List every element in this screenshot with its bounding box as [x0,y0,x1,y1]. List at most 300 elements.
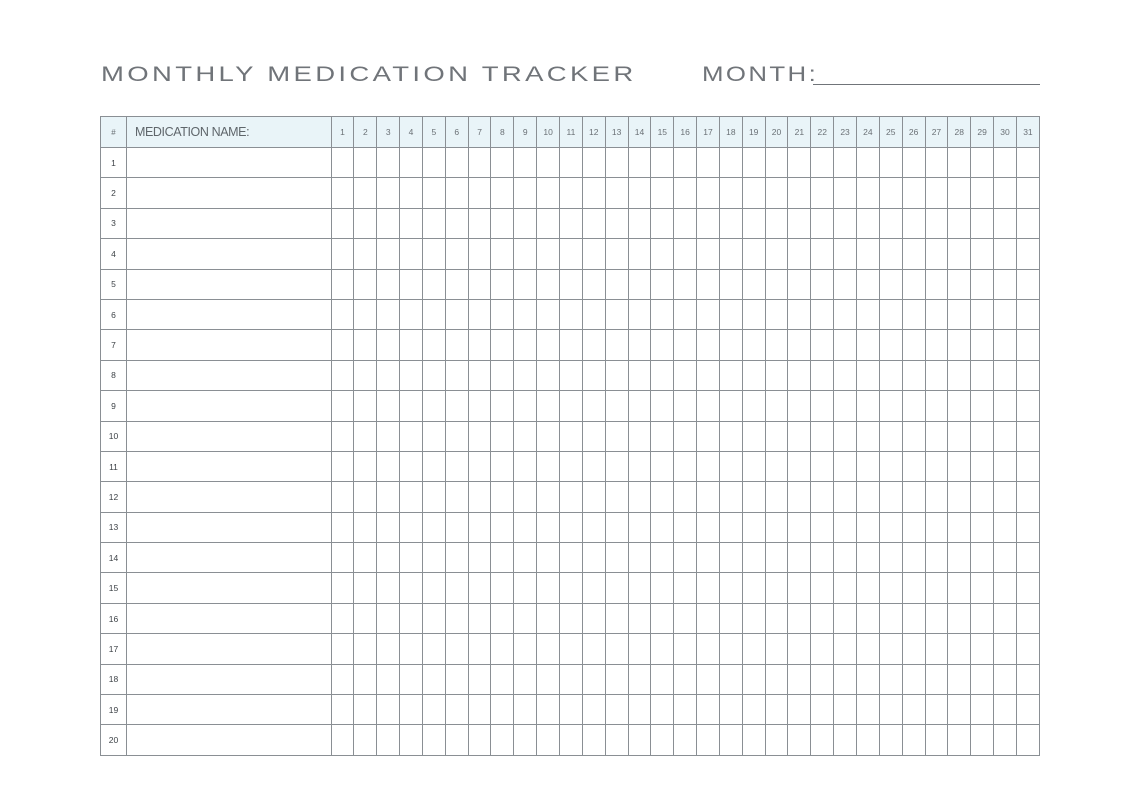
day-check-cell[interactable] [354,421,377,451]
day-check-cell[interactable] [468,239,491,269]
day-check-cell[interactable] [834,299,857,329]
day-check-cell[interactable] [902,482,925,512]
day-check-cell[interactable] [445,330,468,360]
day-check-cell[interactable] [856,330,879,360]
day-check-cell[interactable] [697,330,720,360]
day-check-cell[interactable] [628,178,651,208]
day-check-cell[interactable] [514,482,537,512]
day-check-cell[interactable] [879,178,902,208]
day-check-cell[interactable] [674,482,697,512]
day-check-cell[interactable] [331,664,354,694]
day-check-cell[interactable] [628,603,651,633]
day-check-cell[interactable] [354,208,377,238]
day-check-cell[interactable] [468,512,491,542]
day-check-cell[interactable] [879,573,902,603]
day-check-cell[interactable] [582,299,605,329]
day-check-cell[interactable] [948,512,971,542]
day-check-cell[interactable] [948,208,971,238]
day-check-cell[interactable] [491,391,514,421]
day-check-cell[interactable] [445,603,468,633]
medication-name-cell[interactable] [126,634,331,664]
day-check-cell[interactable] [354,634,377,664]
day-check-cell[interactable] [514,695,537,725]
day-check-cell[interactable] [514,725,537,755]
day-check-cell[interactable] [422,603,445,633]
day-check-cell[interactable] [560,239,583,269]
day-check-cell[interactable] [331,634,354,664]
day-check-cell[interactable] [560,664,583,694]
day-check-cell[interactable] [651,299,674,329]
day-check-cell[interactable] [514,573,537,603]
day-check-cell[interactable] [902,239,925,269]
day-check-cell[interactable] [925,451,948,481]
day-check-cell[interactable] [605,512,628,542]
day-check-cell[interactable] [400,239,423,269]
day-check-cell[interactable] [537,208,560,238]
day-check-cell[interactable] [856,725,879,755]
day-check-cell[interactable] [902,178,925,208]
day-check-cell[interactable] [377,695,400,725]
day-check-cell[interactable] [377,543,400,573]
day-check-cell[interactable] [651,725,674,755]
day-check-cell[interactable] [468,603,491,633]
day-check-cell[interactable] [834,664,857,694]
day-check-cell[interactable] [582,269,605,299]
day-check-cell[interactable] [514,634,537,664]
day-check-cell[interactable] [994,573,1017,603]
day-check-cell[interactable] [377,360,400,390]
day-check-cell[interactable] [377,603,400,633]
day-check-cell[interactable] [605,178,628,208]
day-check-cell[interactable] [719,664,742,694]
day-check-cell[interactable] [674,512,697,542]
day-check-cell[interactable] [468,208,491,238]
day-check-cell[interactable] [377,330,400,360]
day-check-cell[interactable] [628,695,651,725]
day-check-cell[interactable] [948,573,971,603]
day-check-cell[interactable] [719,512,742,542]
day-check-cell[interactable] [925,603,948,633]
day-check-cell[interactable] [445,664,468,694]
day-check-cell[interactable] [651,451,674,481]
day-check-cell[interactable] [788,634,811,664]
day-check-cell[interactable] [697,512,720,542]
day-check-cell[interactable] [491,239,514,269]
day-check-cell[interactable] [879,208,902,238]
day-check-cell[interactable] [354,512,377,542]
day-check-cell[interactable] [788,148,811,178]
day-check-cell[interactable] [834,695,857,725]
day-check-cell[interactable] [674,695,697,725]
day-check-cell[interactable] [765,208,788,238]
day-check-cell[interactable] [651,239,674,269]
day-check-cell[interactable] [971,543,994,573]
day-check-cell[interactable] [514,178,537,208]
day-check-cell[interactable] [582,451,605,481]
day-check-cell[interactable] [925,391,948,421]
day-check-cell[interactable] [468,664,491,694]
day-check-cell[interactable] [811,664,834,694]
day-check-cell[interactable] [788,178,811,208]
day-check-cell[interactable] [331,573,354,603]
day-check-cell[interactable] [1016,360,1039,390]
day-check-cell[interactable] [651,482,674,512]
day-check-cell[interactable] [422,208,445,238]
day-check-cell[interactable] [514,148,537,178]
day-check-cell[interactable] [674,603,697,633]
day-check-cell[interactable] [651,634,674,664]
day-check-cell[interactable] [742,269,765,299]
day-check-cell[interactable] [491,482,514,512]
day-check-cell[interactable] [788,330,811,360]
day-check-cell[interactable] [765,391,788,421]
day-check-cell[interactable] [651,178,674,208]
medication-name-cell[interactable] [126,573,331,603]
day-check-cell[interactable] [834,421,857,451]
day-check-cell[interactable] [811,360,834,390]
day-check-cell[interactable] [697,299,720,329]
month-blank-line[interactable] [813,84,1040,85]
day-check-cell[interactable] [468,451,491,481]
day-check-cell[interactable] [948,664,971,694]
day-check-cell[interactable] [628,482,651,512]
day-check-cell[interactable] [742,543,765,573]
day-check-cell[interactable] [971,148,994,178]
day-check-cell[interactable] [994,725,1017,755]
day-check-cell[interactable] [422,178,445,208]
day-check-cell[interactable] [651,573,674,603]
day-check-cell[interactable] [994,634,1017,664]
day-check-cell[interactable] [811,451,834,481]
day-check-cell[interactable] [377,299,400,329]
day-check-cell[interactable] [537,573,560,603]
day-check-cell[interactable] [856,391,879,421]
medication-name-cell[interactable] [126,330,331,360]
day-check-cell[interactable] [719,178,742,208]
day-check-cell[interactable] [605,725,628,755]
day-check-cell[interactable] [651,543,674,573]
day-check-cell[interactable] [948,634,971,664]
day-check-cell[interactable] [674,391,697,421]
day-check-cell[interactable] [354,664,377,694]
day-check-cell[interactable] [628,451,651,481]
day-check-cell[interactable] [742,239,765,269]
day-check-cell[interactable] [925,239,948,269]
day-check-cell[interactable] [788,391,811,421]
day-check-cell[interactable] [605,695,628,725]
medication-name-cell[interactable] [126,391,331,421]
day-check-cell[interactable] [697,451,720,481]
day-check-cell[interactable] [879,421,902,451]
day-check-cell[interactable] [925,664,948,694]
day-check-cell[interactable] [788,482,811,512]
day-check-cell[interactable] [354,330,377,360]
day-check-cell[interactable] [1016,269,1039,299]
medication-name-cell[interactable] [126,299,331,329]
day-check-cell[interactable] [377,664,400,694]
day-check-cell[interactable] [1016,543,1039,573]
day-check-cell[interactable] [879,512,902,542]
day-check-cell[interactable] [856,178,879,208]
day-check-cell[interactable] [948,178,971,208]
day-check-cell[interactable] [537,725,560,755]
day-check-cell[interactable] [925,543,948,573]
day-check-cell[interactable] [697,664,720,694]
day-check-cell[interactable] [628,299,651,329]
day-check-cell[interactable] [742,360,765,390]
day-check-cell[interactable] [422,239,445,269]
day-check-cell[interactable] [697,269,720,299]
day-check-cell[interactable] [994,239,1017,269]
day-check-cell[interactable] [1016,482,1039,512]
day-check-cell[interactable] [674,421,697,451]
day-check-cell[interactable] [719,482,742,512]
day-check-cell[interactable] [377,391,400,421]
day-check-cell[interactable] [537,299,560,329]
day-check-cell[interactable] [400,451,423,481]
day-check-cell[interactable] [879,543,902,573]
day-check-cell[interactable] [1016,664,1039,694]
day-check-cell[interactable] [537,360,560,390]
day-check-cell[interactable] [377,269,400,299]
day-check-cell[interactable] [674,330,697,360]
day-check-cell[interactable] [422,451,445,481]
day-check-cell[interactable] [742,664,765,694]
day-check-cell[interactable] [697,178,720,208]
day-check-cell[interactable] [879,360,902,390]
day-check-cell[interactable] [651,360,674,390]
day-check-cell[interactable] [902,543,925,573]
day-check-cell[interactable] [400,269,423,299]
day-check-cell[interactable] [331,178,354,208]
day-check-cell[interactable] [605,269,628,299]
day-check-cell[interactable] [377,634,400,664]
day-check-cell[interactable] [651,512,674,542]
day-check-cell[interactable] [628,664,651,694]
day-check-cell[interactable] [834,178,857,208]
day-check-cell[interactable] [445,178,468,208]
day-check-cell[interactable] [605,603,628,633]
day-check-cell[interactable] [697,573,720,603]
day-check-cell[interactable] [971,695,994,725]
day-check-cell[interactable] [811,725,834,755]
day-check-cell[interactable] [605,543,628,573]
day-check-cell[interactable] [468,725,491,755]
day-check-cell[interactable] [651,664,674,694]
day-check-cell[interactable] [400,148,423,178]
day-check-cell[interactable] [697,543,720,573]
day-check-cell[interactable] [856,239,879,269]
day-check-cell[interactable] [422,421,445,451]
day-check-cell[interactable] [811,603,834,633]
day-check-cell[interactable] [994,360,1017,390]
day-check-cell[interactable] [719,391,742,421]
day-check-cell[interactable] [856,208,879,238]
day-check-cell[interactable] [560,725,583,755]
day-check-cell[interactable] [856,269,879,299]
day-check-cell[interactable] [811,512,834,542]
day-check-cell[interactable] [902,573,925,603]
day-check-cell[interactable] [560,695,583,725]
day-check-cell[interactable] [377,512,400,542]
day-check-cell[interactable] [537,634,560,664]
day-check-cell[interactable] [468,482,491,512]
day-check-cell[interactable] [674,208,697,238]
day-check-cell[interactable] [994,299,1017,329]
day-check-cell[interactable] [514,451,537,481]
day-check-cell[interactable] [971,330,994,360]
day-check-cell[interactable] [491,178,514,208]
day-check-cell[interactable] [651,695,674,725]
day-check-cell[interactable] [879,634,902,664]
day-check-cell[interactable] [902,208,925,238]
medication-name-cell[interactable] [126,208,331,238]
day-check-cell[interactable] [834,269,857,299]
day-check-cell[interactable] [948,451,971,481]
day-check-cell[interactable] [445,148,468,178]
medication-name-cell[interactable] [126,269,331,299]
day-check-cell[interactable] [674,543,697,573]
day-check-cell[interactable] [994,269,1017,299]
day-check-cell[interactable] [582,603,605,633]
day-check-cell[interactable] [788,299,811,329]
day-check-cell[interactable] [788,603,811,633]
day-check-cell[interactable] [925,178,948,208]
day-check-cell[interactable] [925,482,948,512]
day-check-cell[interactable] [651,603,674,633]
day-check-cell[interactable] [834,634,857,664]
medication-name-cell[interactable] [126,482,331,512]
day-check-cell[interactable] [719,603,742,633]
day-check-cell[interactable] [491,360,514,390]
day-check-cell[interactable] [834,482,857,512]
day-check-cell[interactable] [719,634,742,664]
day-check-cell[interactable] [514,664,537,694]
day-check-cell[interactable] [560,512,583,542]
medication-name-cell[interactable] [126,695,331,725]
day-check-cell[interactable] [674,725,697,755]
day-check-cell[interactable] [742,451,765,481]
medication-name-cell[interactable] [126,451,331,481]
day-check-cell[interactable] [537,148,560,178]
day-check-cell[interactable] [856,148,879,178]
day-check-cell[interactable] [537,239,560,269]
day-check-cell[interactable] [560,299,583,329]
day-check-cell[interactable] [994,543,1017,573]
day-check-cell[interactable] [422,543,445,573]
day-check-cell[interactable] [605,664,628,694]
day-check-cell[interactable] [331,603,354,633]
day-check-cell[interactable] [925,634,948,664]
day-check-cell[interactable] [811,695,834,725]
day-check-cell[interactable] [354,725,377,755]
day-check-cell[interactable] [834,360,857,390]
day-check-cell[interactable] [674,573,697,603]
day-check-cell[interactable] [719,299,742,329]
day-check-cell[interactable] [994,421,1017,451]
day-check-cell[interactable] [628,239,651,269]
day-check-cell[interactable] [788,421,811,451]
day-check-cell[interactable] [400,664,423,694]
day-check-cell[interactable] [834,208,857,238]
day-check-cell[interactable] [468,269,491,299]
day-check-cell[interactable] [765,695,788,725]
day-check-cell[interactable] [560,330,583,360]
day-check-cell[interactable] [560,543,583,573]
day-check-cell[interactable] [719,269,742,299]
day-check-cell[interactable] [879,664,902,694]
day-check-cell[interactable] [422,330,445,360]
day-check-cell[interactable] [742,178,765,208]
day-check-cell[interactable] [994,695,1017,725]
day-check-cell[interactable] [582,634,605,664]
day-check-cell[interactable] [628,421,651,451]
day-check-cell[interactable] [925,208,948,238]
day-check-cell[interactable] [1016,148,1039,178]
day-check-cell[interactable] [400,482,423,512]
day-check-cell[interactable] [765,603,788,633]
day-check-cell[interactable] [582,695,605,725]
day-check-cell[interactable] [948,269,971,299]
day-check-cell[interactable] [582,330,605,360]
day-check-cell[interactable] [742,148,765,178]
day-check-cell[interactable] [765,634,788,664]
day-check-cell[interactable] [971,360,994,390]
day-check-cell[interactable] [400,543,423,573]
day-check-cell[interactable] [674,269,697,299]
day-check-cell[interactable] [605,391,628,421]
day-check-cell[interactable] [971,451,994,481]
day-check-cell[interactable] [422,695,445,725]
day-check-cell[interactable] [354,299,377,329]
day-check-cell[interactable] [628,634,651,664]
day-check-cell[interactable] [879,603,902,633]
day-check-cell[interactable] [834,239,857,269]
day-check-cell[interactable] [1016,208,1039,238]
day-check-cell[interactable] [491,512,514,542]
day-check-cell[interactable] [879,725,902,755]
day-check-cell[interactable] [742,725,765,755]
day-check-cell[interactable] [491,299,514,329]
day-check-cell[interactable] [354,148,377,178]
day-check-cell[interactable] [765,239,788,269]
day-check-cell[interactable] [354,269,377,299]
day-check-cell[interactable] [422,360,445,390]
day-check-cell[interactable] [514,543,537,573]
day-check-cell[interactable] [537,178,560,208]
day-check-cell[interactable] [1016,634,1039,664]
day-check-cell[interactable] [902,451,925,481]
day-check-cell[interactable] [445,573,468,603]
day-check-cell[interactable] [491,451,514,481]
day-check-cell[interactable] [697,634,720,664]
day-check-cell[interactable] [560,451,583,481]
day-check-cell[interactable] [994,330,1017,360]
day-check-cell[interactable] [742,421,765,451]
month-field[interactable] [702,62,1042,92]
day-check-cell[interactable] [445,725,468,755]
day-check-cell[interactable] [1016,178,1039,208]
day-check-cell[interactable] [354,178,377,208]
day-check-cell[interactable] [400,725,423,755]
day-check-cell[interactable] [377,148,400,178]
day-check-cell[interactable] [331,360,354,390]
day-check-cell[interactable] [537,391,560,421]
day-check-cell[interactable] [902,330,925,360]
day-check-cell[interactable] [742,208,765,238]
day-check-cell[interactable] [445,360,468,390]
medication-name-cell[interactable] [126,178,331,208]
